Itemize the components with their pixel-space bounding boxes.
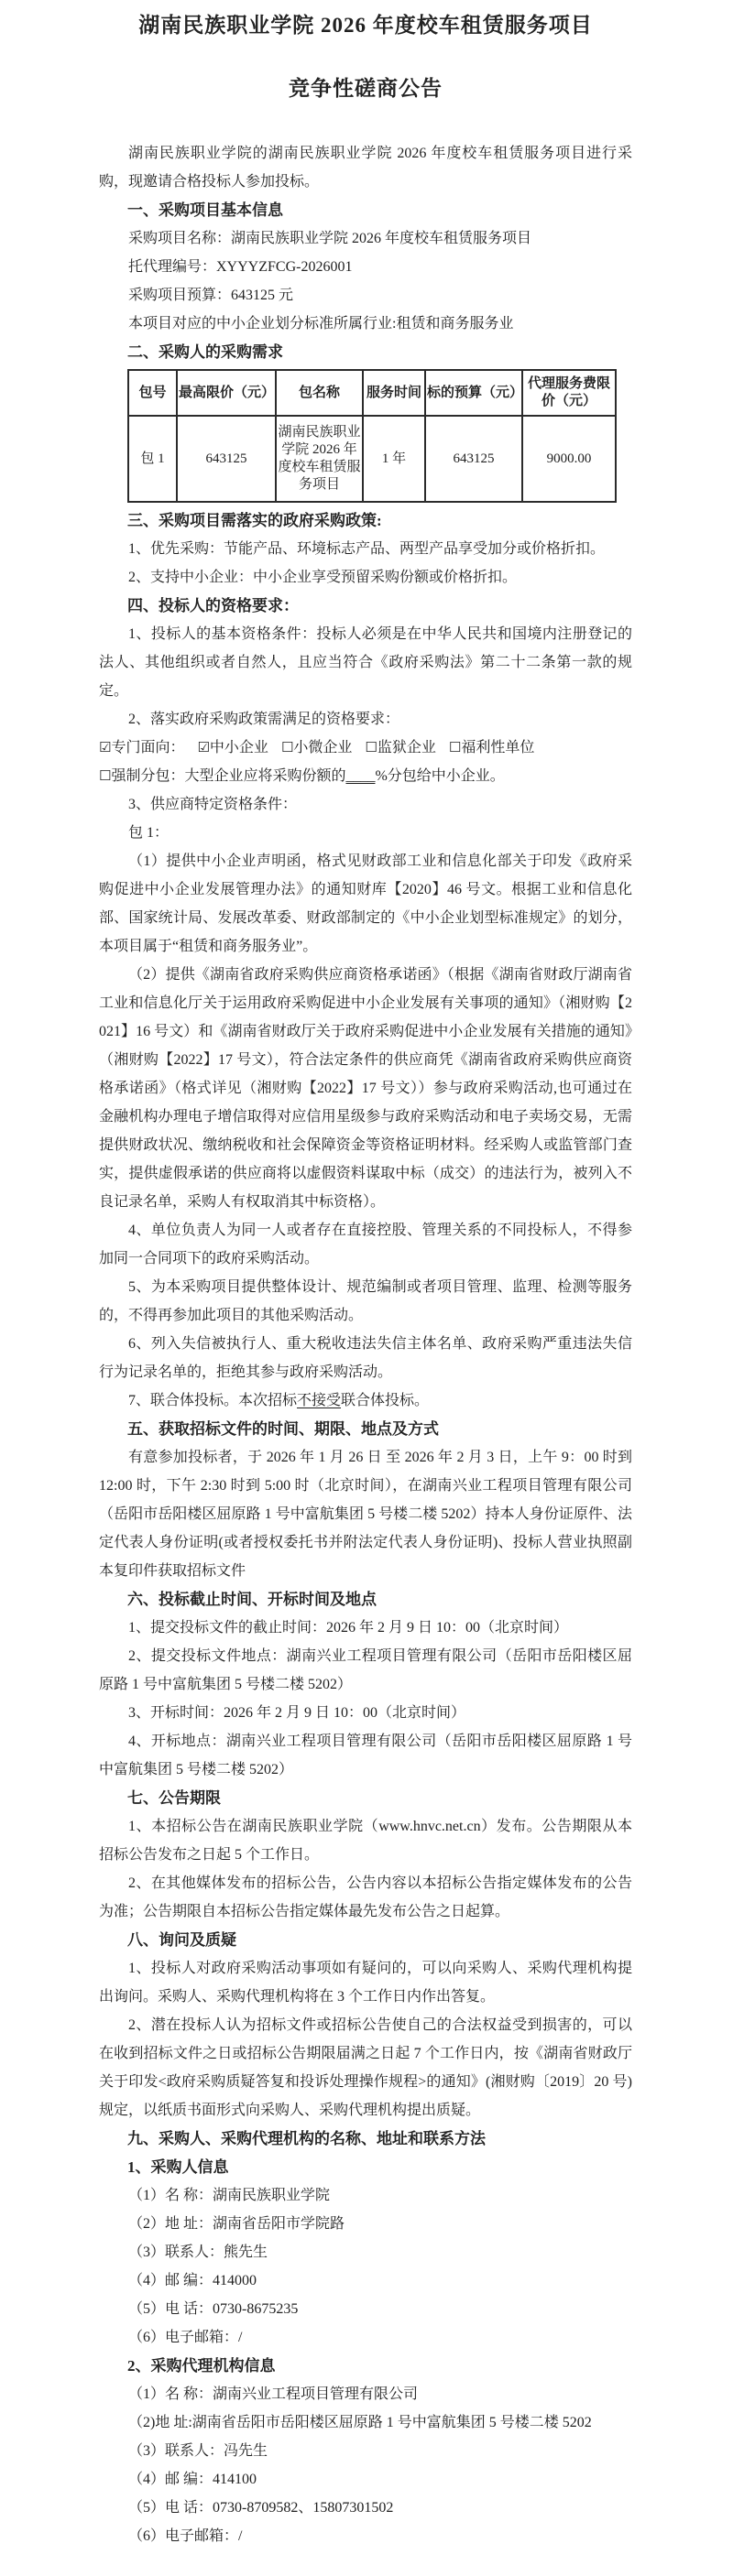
intro-paragraph: 湖南民族职业学院的湖南民族职业学院 2026 年度校车租赁服务项目进行采购，现邀请合格投标人参加投标。 (99, 146, 632, 190)
checkbox-option-sme (197, 740, 268, 755)
section3-heading: 三、采购项目需落实的政府采购政策: (127, 512, 382, 529)
col-header-package-no: 包号 (128, 370, 177, 416)
checkbox-label-post: %分包给中小企业。 (375, 768, 505, 784)
qualification-item-5: 5、为本采购项目提供整体设计、规范编制或者项目管理、监理、检测等服务的，不得再参加此项目的其他采购活动。 (99, 1279, 632, 1323)
cell-max-price: 643125 (177, 416, 276, 502)
section1-heading: 一、采购项目基本信息 (127, 201, 283, 219)
table-header-row (128, 370, 616, 416)
package-1-label: 包 1： (128, 825, 170, 841)
cell-package-no: 包 1 (128, 416, 177, 502)
purchaser-postcode: （4）邮 编：414000 (128, 2273, 257, 2288)
agency-postcode: （4）邮 编：414100 (128, 2472, 257, 2487)
policy-item-1: 1、优先采购：节能产品、环境标志产品、两型产品享受加分或价格折扣。 (128, 541, 606, 557)
qualification-item-6: 6、列入失信被执行人、重大税收违法失信主体名单、政府采购严重违法失信行为记录名单的，拒绝其参与政府采购活动。 (99, 1336, 632, 1380)
checkbox-label: 专门面向： (111, 740, 185, 755)
budget-line: 采购项目预算：643125 元 (128, 288, 294, 303)
purchaser-contact: （3）联系人：熊先生 (128, 2244, 268, 2260)
special-orientation-checkbox-line (99, 734, 632, 762)
table-row (128, 416, 616, 502)
agency-name: （1）名 称：湖南兴业工程项目管理有限公司 (128, 2386, 419, 2402)
agency-email: （6）电子邮箱：/ (128, 2528, 243, 2544)
blank-underline: ____ (345, 768, 376, 784)
bid-submission-place-line: 2、提交投标文件地点：湖南兴业工程项目管理有限公司（岳阳市岳阳楼区屈原路 1 号中富航集团 5 号楼二楼 5202） (99, 1648, 632, 1692)
inquiry-item-2: 2、潜在投标人认为招标文件或招标公告使自己的合法权益受到损害的，可以在收到招标文件之日或招标公告期限届满之日起 7 个工作日内，按《湖南省财政厅关于印发<政府采购质疑答复和投诉处理操作规程>的通知》(湘财购〔2019〕20 号)规定，以纸质书面形式向采购人、采购代理机构提出质疑。 (99, 2017, 632, 2118)
checkbox-unchecked-icon: ☐ (365, 739, 377, 755)
section4-heading: 四、投标人的资格要求： (127, 597, 299, 614)
checkbox-label: 中小企业 (209, 740, 268, 755)
project-name-line: 采购项目名称：湖南民族职业学院 2026 年度校车租赁服务项目 (128, 231, 532, 246)
document-title-line2: 竞争性磋商公告 (289, 77, 443, 100)
consortium-text-pre: 7、联合体投标。本次招标 (128, 1393, 298, 1408)
col-header-agency-fee: 代理服务费限价（元） (522, 370, 616, 416)
checkbox-group-orientation (99, 740, 184, 755)
qualification-item-2: 2、落实政府采购政策需满足的资格要求： (128, 712, 400, 727)
bid-opening-place-line: 4、开标地点：湖南兴业工程项目管理有限公司（岳阳市岳阳楼区屈原路 1 号中富航集团 5 号楼二楼 5202） (99, 1734, 632, 1777)
document-obtaining-paragraph: 有意参加投标者，于 2026 年 1 月 26 日 至 2026 年 2 月 3 日，上午 9：00 时到 12:00 时，下午 2:30 时到 5:00 时（北京时间），在湖南兴业工程项目管理有限公司（岳阳市岳阳楼区屈原路 1 号中富航集团 5 号楼二楼 5202）持本人身份证原件、法定代表人身份证明(或者授权委托书并附法定代表人身份证明)、投标人营业执照副本复印件获取招标文件 (99, 1450, 632, 1579)
forced-subcontract-checkbox-line (99, 762, 632, 790)
purchaser-phone: （5）电 话：0730-8675235 (128, 2301, 299, 2317)
section7-heading: 七、公告期限 (127, 1789, 221, 1807)
bid-deadline-line: 1、提交投标文件的截止时间：2026 年 2 月 9 日 10：00（北京时间） (128, 1620, 569, 1636)
checkbox-unchecked-icon: ☐ (99, 767, 112, 784)
checkbox-unchecked-icon: ☐ (280, 739, 294, 755)
purchaser-address: （2）地 址：湖南省岳阳市学院路 (128, 2216, 345, 2232)
checkbox-option-micro (281, 740, 352, 755)
checkbox-checked-icon: ☑ (99, 739, 112, 755)
cell-service-period: 1 年 (363, 416, 425, 502)
document-title-line1: 湖南民族职业学院 2026 年度校车租赁服务项目 (138, 14, 593, 37)
section6-heading: 六、投标截止时间、开标时间及地点 (127, 1591, 377, 1608)
agency-number-line: 托代理编号：XYYYZFCG-2026001 (128, 259, 353, 275)
checkbox-label: 监狱企业 (377, 740, 436, 755)
industry-line: 本项目对应的中小企业划分标准所属行业:租赁和商务服务业 (128, 316, 514, 332)
checkbox-label: 小微企业 (293, 740, 353, 755)
col-header-target-budget: 标的预算（元） (425, 370, 522, 416)
checkbox-checked-icon: ☑ (197, 739, 210, 755)
checkbox-unchecked-icon: ☐ (448, 739, 462, 755)
checkbox-label: 福利性单位 (461, 740, 535, 755)
consortium-not-accepted: 不接受 (297, 1393, 342, 1408)
qualification-item-1: 1、投标人的基本资格条件：投标人必须是在中华人民共和国境内注册登记的法人、其他组织或者自然人，且应当符合《政府采购法》第二十二条第一款的规定。 (99, 626, 632, 699)
section8-heading: 八、询问及质疑 (127, 1931, 236, 1949)
qualification-item-3-2: （2）提供《湖南省政府采购供应商资格承诺函》（根据《湖南省财政厅湖南省工业和信息化厅关于运用政府采购促进中小企业发展有关事项的通知》（湘财购【2021】16 号文）和《湖南省财政厅关于政府采购促进中小企业发展有关措施的通知》（湘财购【2022】17 号文），符合法定条件的供应商凭《湖南省政府采购供应商资格承诺函》（格式详见（湘财购【2022】17 号文））参与政府采购活动,也可通过在金融机构办理电子增信取得对应信用星级参与政府采购活动和电子卖场交易，无需提供财政状况、缴纳税收和社会保障资金等资格证明材料。经采购人或监管部门查实，提供虚假承诺的供应商将以虚假资料谋取中标（成交）的违法行为，被列入不良记录名单，采购人有权取消其中标资格）。 (99, 967, 632, 1210)
agency-contact: （3）联系人：冯先生 (128, 2443, 268, 2459)
announcement-period-item-1: 1、本招标公告在湖南民族职业学院（www.hnvc.net.cn）发布。公告期限从本招标公告发布之日起 5 个工作日。 (99, 1819, 632, 1863)
policy-item-2: 2、支持中小企业：中小企业享受预留采购份额或价格折扣。 (128, 570, 518, 585)
qualification-item-3-1: （1）提供中小企业声明函，格式见财政部工业和信息化部关于印发《政府采购促进中小企业发展管理办法》的通知财库【2020】46 号文。根据工业和信息化部、国家统计局、发展改革委、财政部制定的《中小企业划型标准规定》的划分，本项目属于“租赁和商务服务业”。 (99, 853, 632, 954)
inquiry-item-1: 1、投标人对政府采购活动事项如有疑问的，可以向采购人、采购代理机构提出询问。采购人、采购代理机构将在 3 个工作日内作出答复。 (99, 1961, 632, 2005)
checkbox-option-prison (365, 740, 435, 755)
section2-heading: 二、采购人的采购需求 (127, 343, 283, 361)
purchaser-email: （6）电子邮箱：/ (128, 2330, 243, 2345)
section9-heading: 九、采购人、采购代理机构的名称、地址和联系方法 (127, 2130, 486, 2147)
qualification-item-7 (99, 1386, 632, 1415)
bid-opening-time-line: 3、开标时间：2026 年 2 月 9 日 10：00（北京时间） (128, 1705, 466, 1721)
agency-info-heading: 2、采购代理机构信息 (127, 2357, 276, 2375)
cell-agency-fee: 9000.00 (522, 416, 616, 502)
agency-address: （2)地 址:湖南省岳阳市岳阳楼区屈原路 1 号中富航集团 5 号楼二楼 5202 (128, 2415, 592, 2430)
cell-package-name: 湖南民族职业学院 2026 年度校车租赁服务项目 (276, 416, 363, 502)
col-header-package-name: 包名称 (276, 370, 363, 416)
checkbox-option-welfare (449, 740, 534, 755)
cell-target-budget: 643125 (425, 416, 522, 502)
announcement-period-item-2: 2、在其他媒体发布的招标公告，公告内容以本招标公告指定媒体发布的公告为准；公告期限自本招标公告指定媒体最先发布公告之日起算。 (99, 1875, 632, 1919)
procurement-requirements-table (127, 369, 617, 503)
col-header-max-price: 最高限价（元） (177, 370, 276, 416)
qualification-item-4: 4、单位负责人为同一人或者存在直接控股、管理关系的不同投标人，不得参加同一合同项下的政府采购活动。 (99, 1223, 632, 1266)
purchaser-name: （1）名 称：湖南民族职业学院 (128, 2188, 331, 2203)
consortium-text-post: 联合体投标。 (341, 1393, 430, 1408)
qualification-item-3: 3、供应商特定资格条件： (128, 797, 298, 812)
section5-heading: 五、获取招标文件的时间、期限、地点及方式 (127, 1420, 439, 1438)
purchaser-info-heading: 1、采购人信息 (127, 2158, 229, 2176)
agency-phone: （5）电 话：0730-8709582、15807301502 (128, 2500, 394, 2516)
col-header-service-period: 服务时间 (363, 370, 425, 416)
checkbox-label: 强制分包：大型企业应将采购份额的 (111, 768, 346, 784)
